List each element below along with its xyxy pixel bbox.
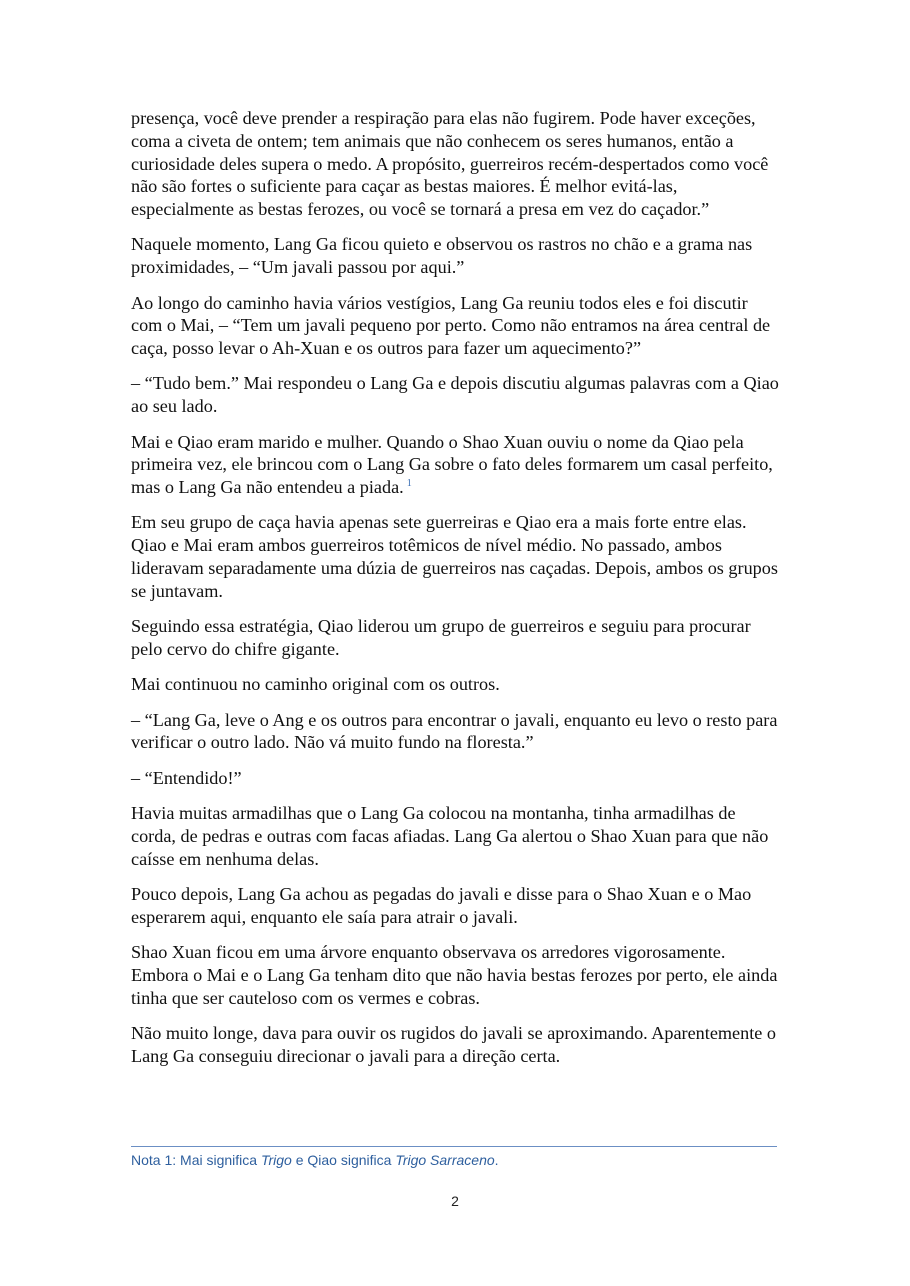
paragraph: – “Lang Ga, leve o Ang e os outros para encontrar o javali, enquanto eu levo o resto para verificar o outro lado. Não vá muito fundo na floresta.”	[131, 709, 778, 753]
footnote	[131, 1150, 777, 1170]
footnote-term: Trigo Sarraceno	[395, 1152, 495, 1168]
footnote-text: Mai significa	[180, 1152, 258, 1168]
paragraph: Ao longo do caminho havia vários vestígios, Lang Ga reuniu todos eles e foi discutir com o Mai, – “Tem um javali pequeno por perto. Como não entramos na área central de caça, posso levar o Ah-Xuan e os outros para fazer um aquecimento?”	[131, 292, 771, 359]
paragraph: Havia muitas armadilhas que o Lang Ga colocou na montanha, tinha armadilhas de corda, de pedras e outras com facas afiadas. Lang Ga alertou o Shao Xuan para que não caísse em nenhuma delas.	[131, 802, 769, 869]
paragraph: Mai continuou no caminho original com os outros.	[131, 674, 500, 695]
paragraph: presença, você deve prender a respiração para elas não fugirem. Pode haver exceções, coma a civeta de ontem; tem animais que não conhecem os seres humanos, então a curiosidade deles supera o medo. A propósito, guerreiros recém-despertados como você não são fortes o suficiente para caçar as bestas maiores. É melhor evitá-las, especialmente as bestas ferozes, ou você se tornará a presa em vez do caçador.”	[131, 108, 769, 220]
footnote-term: Trigo	[260, 1152, 292, 1168]
paragraph: Seguindo essa estratégia, Qiao liderou um grupo de guerreiros e seguiu para procurar pelo cervo do chifre gigante.	[131, 616, 751, 659]
paragraph-with-footnote	[131, 431, 783, 499]
page-number: 2	[451, 1193, 459, 1209]
paragraph: Não muito longe, dava para ouvir os rugidos do javali se aproximando. Aparentemente o Lang Ga conseguiu direcionar o javali para a direção certa.	[131, 1022, 776, 1066]
body-text	[131, 107, 783, 1080]
paragraph: Shao Xuan ficou em uma árvore enquanto observava os arredores vigorosamente. Embora o Mai e o Lang Ga tenham dito que não havia bestas ferozes por perto, ele ainda tinha que ser cauteloso com os vermes e cobras.	[131, 941, 778, 1008]
paragraph: Naquele momento, Lang Ga ficou quieto e observou os rastros no chão e a grama nas proximidades, – “Um javali passou por aqui.”	[131, 234, 753, 278]
paragraph-text: Mai e Qiao eram marido e mulher. Quando o Shao Xuan ouviu o nome da Qiao pela primeira vez, ele brincou com o Lang Ga sobre o fato deles formarem um casal perfeito, mas o Lang Ga não entendeu a piada.	[131, 431, 773, 498]
footnote-reference[interactable]: 1	[406, 478, 412, 490]
footnote-end: .	[494, 1152, 499, 1168]
paragraph: Pouco depois, Lang Ga achou as pegadas do javali e disse para o Shao Xuan e o Mao esperarem aqui, enquanto ele saía para atrair o javali.	[131, 883, 752, 927]
footnote-label: Nota 1:	[131, 1152, 177, 1168]
paragraph: Em seu grupo de caça havia apenas sete guerreiras e Qiao era a mais forte entre elas. Qiao e Mai eram ambos guerreiros totêmicos de nível médio. No passado, ambos lideravam separadamente uma dúzia de guerreiros nas caçadas. Depois, ambos os grupos se juntavam.	[131, 512, 778, 601]
paragraph: – “Entendido!”	[131, 767, 242, 788]
footnote-divider	[131, 1146, 777, 1147]
paragraph: – “Tudo bem.” Mai respondeu o Lang Ga e depois discutiu algumas palavras com a Qiao ao seu lado.	[131, 373, 779, 417]
footnote-text: e Qiao significa	[295, 1152, 392, 1168]
